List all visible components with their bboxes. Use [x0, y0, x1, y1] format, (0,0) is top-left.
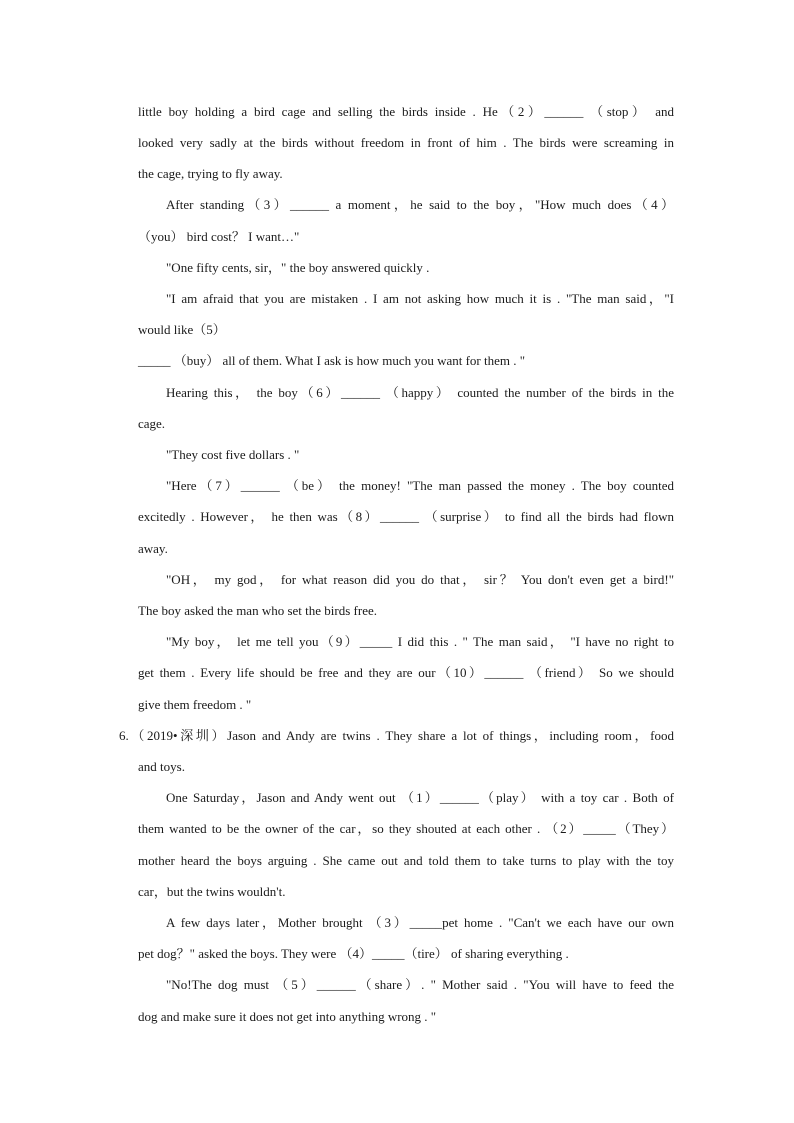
- text-line: mother heard the boys arguing . She came out and told them to take turns to play with the toy: [138, 853, 674, 868]
- text-line: "I am afraid that you are mistaken . I am not asking how much it is . "The man said，"I: [166, 291, 674, 306]
- text-line: give them freedom . ": [138, 697, 252, 712]
- text-line: looked very sadly at the birds without freedom in front of him . The birds were screaming in: [138, 135, 674, 150]
- text-line: A few days later，Mother brought （3）_____pet home . "Can't we each have our own: [166, 915, 674, 930]
- text-line: away.: [138, 541, 168, 556]
- text-line: "They cost five dollars . ": [166, 447, 300, 462]
- text-line: One Saturday，Jason and Andy went out （1）______（play） with a toy car . Both of: [166, 790, 674, 805]
- text-line: dog and make sure it does not get into anything wrong . ": [138, 1009, 437, 1024]
- text-line: After standing（3）______ a moment，he said to the boy，"How much does（4）: [166, 197, 674, 212]
- question-number-line: 6.（2019•深圳）Jason and Andy are twins . They share a lot of things，including room，food: [119, 728, 674, 743]
- text-line: cage.: [138, 416, 166, 431]
- text-line: get them . Every life should be free and they are our（10）______ （friend） So we should: [138, 665, 674, 680]
- text-line: excitedly . However， he then was（8）______ （surprise） to find all the birds had flown: [138, 509, 674, 524]
- text-line: and toys.: [138, 759, 185, 774]
- text-line: "OH， my god， for what reason did you do that， sir？ You don't even get a bird!": [166, 572, 674, 587]
- text-line: the cage, trying to fly away.: [138, 166, 283, 181]
- text-line: would like（5）: [138, 322, 226, 337]
- text-line: "One fifty cents, sir，" the boy answered quickly .: [166, 260, 430, 275]
- text-line: "Here（7）______ （be） the money! "The man passed the money . The boy counted: [166, 478, 674, 493]
- text-line: them wanted to be the owner of the car，so they shouted at each other . （2）_____（They）: [138, 821, 674, 836]
- text-line: little boy holding a bird cage and selling the birds inside . He（2）______ （stop） and: [138, 104, 674, 119]
- text-line: _____ （buy） all of them. What I ask is how much you want for them . ": [138, 353, 526, 368]
- text-line: The boy asked the man who set the birds free.: [138, 603, 377, 618]
- text-line: "No!The dog must （5）______（share）. " Mother said . "You will have to feed the: [166, 977, 674, 992]
- text-line: （you） bird cost？ I want…": [138, 229, 300, 244]
- text-line: car，but the twins wouldn't.: [138, 884, 286, 899]
- text-line: Hearing this， the boy（6）______ （happy） counted the number of the birds in the: [166, 385, 674, 400]
- text-line: "My boy， let me tell you（9）_____ I did this . " The man said， "I have no right to: [166, 634, 674, 649]
- text-line: pet dog？" asked the boys. They were （4）_____（tire） of sharing everything .: [138, 946, 569, 961]
